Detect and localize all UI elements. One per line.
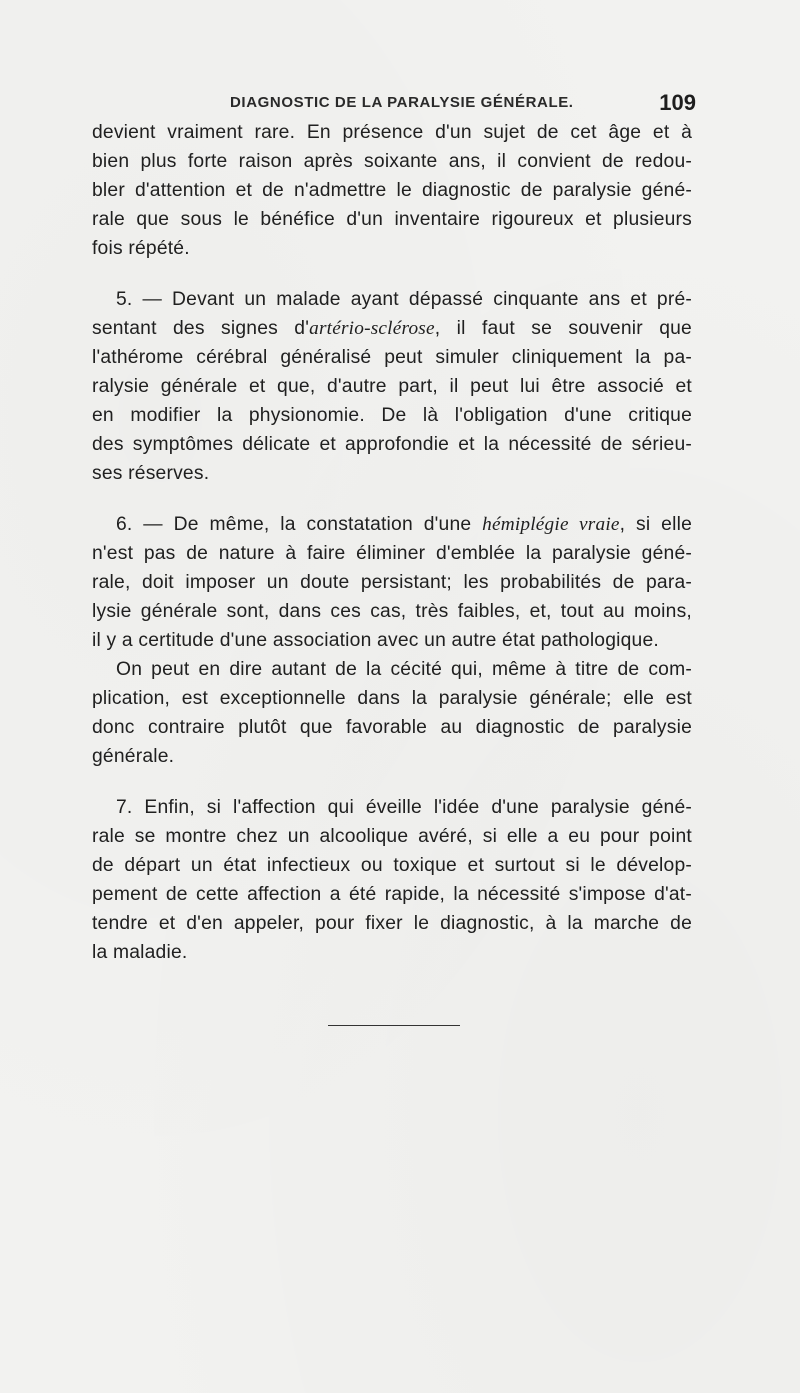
paragraph-item-7: [92, 793, 692, 967]
text-line: donc contraire plutôt que favorable au diagnostic de paralysie: [92, 717, 692, 738]
text-line: rale que sous le bénéfice d'un inventaire rigoureux et plusieurs: [92, 209, 692, 230]
paragraph-item-6-cont: [92, 655, 692, 771]
text-line: ralysie générale et que, d'autre part, il peut lui être associé et: [92, 376, 692, 397]
paragraph-continuation: [92, 118, 692, 263]
text-line: [92, 510, 692, 539]
text-line: pement de cette affection a été rapide, la nécessité s'impose d'at-: [92, 884, 692, 905]
text-line: rale se montre chez un alcoolique avéré, si elle a eu pour point: [92, 826, 692, 847]
body-text: [92, 118, 692, 967]
text-line: l'athérome cérébral généralisé peut simuler cliniquement la pa-: [92, 347, 692, 368]
running-head: [92, 90, 696, 116]
page-number: 109: [659, 90, 696, 115]
text-line: 7. Enfin, si l'affection qui éveille l'idée d'une paralysie géné-: [116, 797, 692, 818]
paragraph-item-6: [92, 510, 692, 655]
text-line: de départ un état infectieux ou toxique et surtout si le dévelop-: [92, 855, 692, 876]
text-line: il y a certitude d'une association avec un autre état pathologique.: [92, 630, 659, 651]
text-fragment: , il faut se souvenir que: [434, 318, 692, 339]
text-line: plication, est exceptionnelle dans la paralysie générale; elle est: [92, 688, 692, 709]
running-title: DIAGNOSTIC DE LA PARALYSIE GÉNÉRALE.: [230, 94, 574, 111]
text-line: des symptômes délicate et approfondie et la nécessité de sérieu-: [92, 434, 692, 455]
text-line: devient vraiment rare. En présence d'un sujet de cet âge et à: [92, 122, 692, 143]
text-line: ses réserves.: [92, 463, 210, 484]
text-line: rale, doit imposer un doute persistant; les probabilités de para-: [92, 572, 692, 593]
text-line: [92, 314, 692, 343]
text-line: fois répété.: [92, 238, 190, 259]
text-line: tendre et d'en appeler, pour fixer le diagnostic, à la marche de: [92, 913, 692, 934]
paragraph-item-5: [92, 285, 692, 488]
italic-term: artério-sclérose: [309, 318, 435, 339]
italic-term: hémiplégie vraie: [482, 514, 620, 535]
text-line: bien plus forte raison après soixante ans, il convient de redou-: [92, 151, 692, 172]
text-line: On peut en dire autant de la cécité qui, même à titre de com-: [116, 659, 692, 680]
text-line: n'est pas de nature à faire éliminer d'emblée la paralysie géné-: [92, 543, 692, 564]
text-fragment: , si elle: [619, 514, 692, 535]
text-line: générale.: [92, 746, 175, 767]
text-line: bler d'attention et de n'admettre le diagnostic de paralysie géné-: [92, 180, 692, 201]
text-line: lysie générale sont, dans ces cas, très faibles, et, tout au moins,: [92, 601, 692, 622]
text-line: en modifier la physionomie. De là l'obligation d'une critique: [92, 405, 692, 426]
text-line: la maladie.: [92, 942, 188, 963]
text-fragment: sentant des signes d': [92, 318, 310, 339]
text-line: 5. — Devant un malade ayant dépassé cinquante ans et pré-: [116, 289, 692, 310]
text-fragment: 6. — De même, la constatation d'une: [116, 514, 483, 535]
section-end-rule: [328, 1025, 460, 1026]
